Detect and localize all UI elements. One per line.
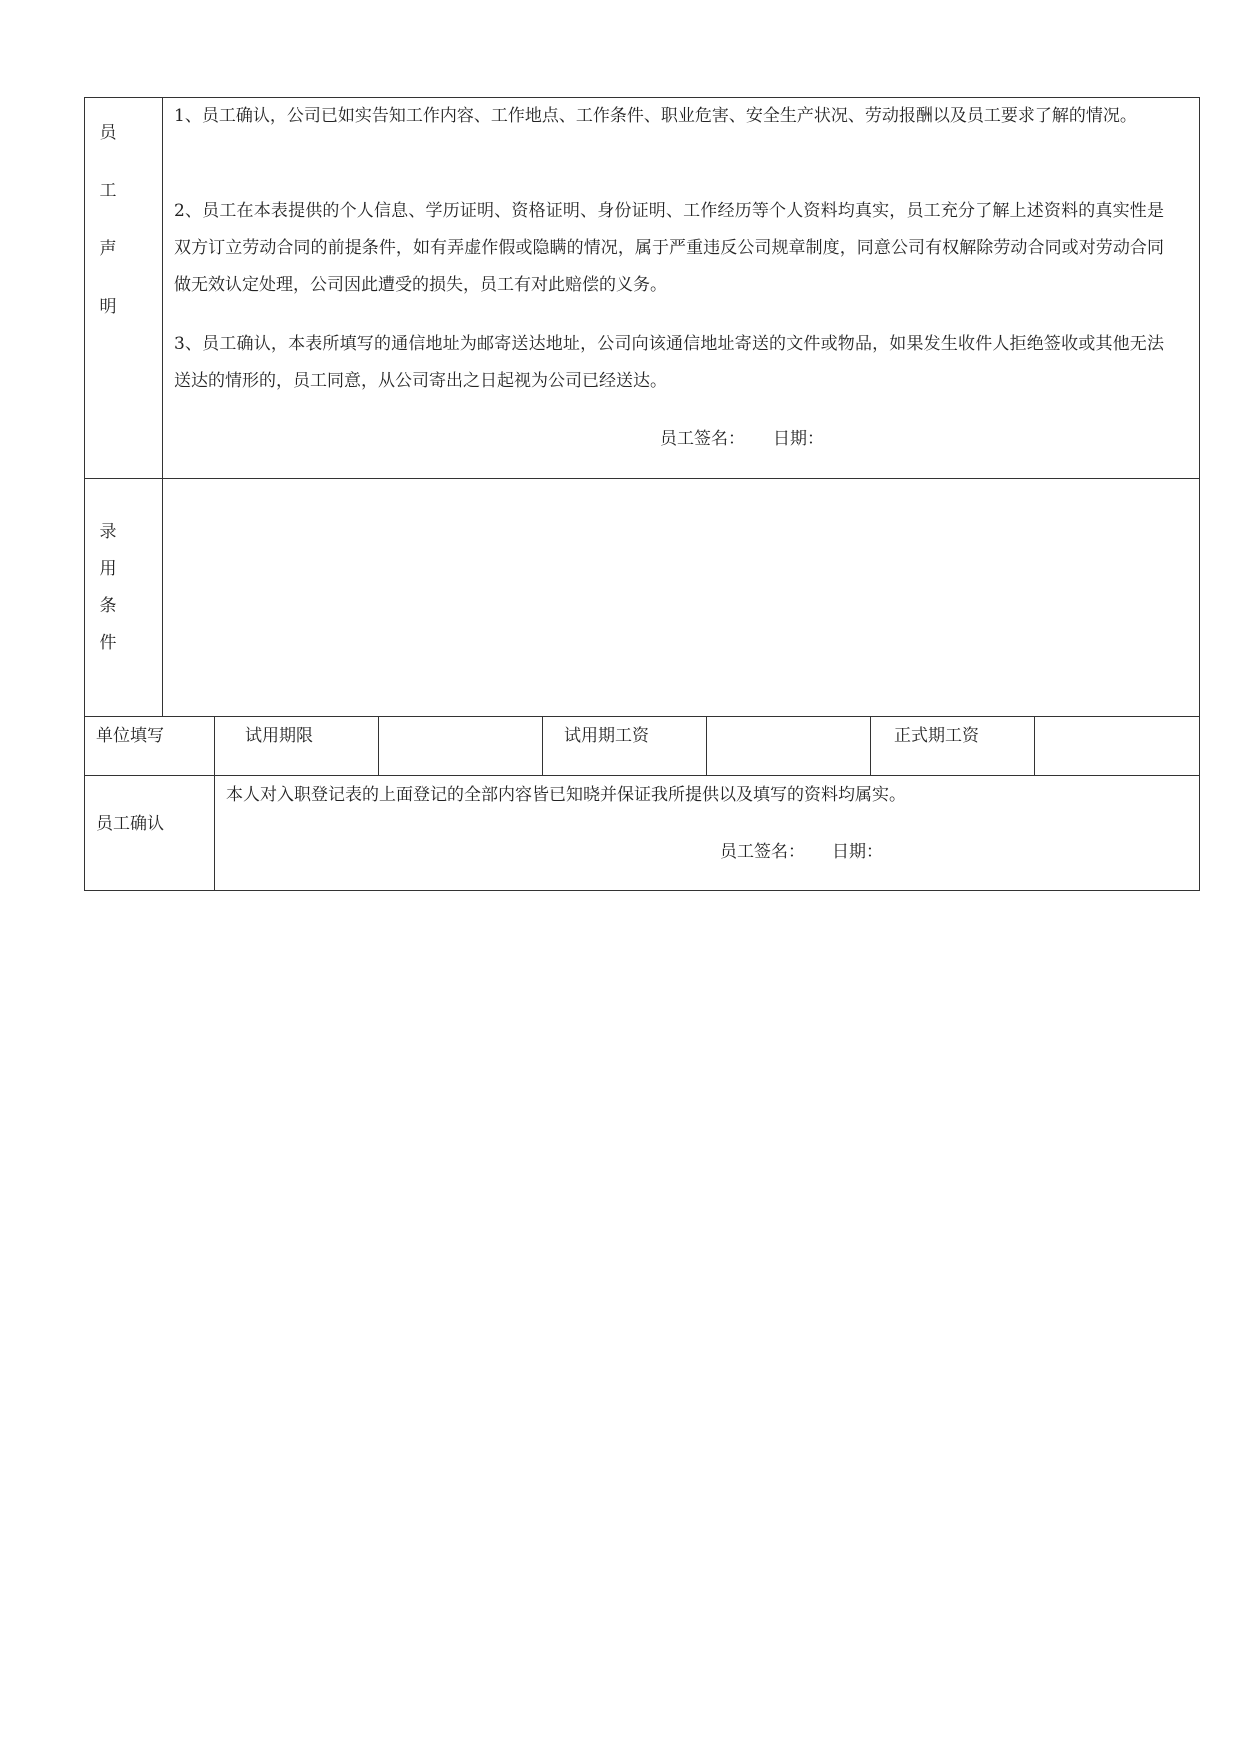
hiring-side-char: 件 — [99, 633, 117, 653]
table-divider-unit — [84, 775, 1200, 776]
hiring-side-char: 录 — [99, 522, 117, 542]
table-divider-hiring — [84, 716, 1200, 717]
confirmation-label: 员工确认 — [96, 814, 164, 834]
confirmation-date-label: 日期： — [832, 842, 883, 862]
probation-salary-label: 试用期工资 — [564, 726, 649, 746]
confirmation-signature-label: 员工签名： — [720, 842, 805, 862]
declaration-item-2: 2、员工在本表提供的个人信息、学历证明、资格证明、身份证明、工作经历等个人资料均真实，员工充分了解上述资料的真实性是双方订立劳动合同的前提条件，如有弄虚作假或隐瞒的情况，属于严重违反公司规章制度，同意公司有权解除劳动合同或对劳动合同做无效认定处理，公司因此遭受的损失，员工有对此赔偿的义务。 — [174, 201, 1164, 295]
declaration-side-char: 明 — [99, 297, 117, 317]
formal-salary-field[interactable] — [1035, 717, 1199, 775]
table-bottom-border — [84, 890, 1200, 891]
unit-label-divider — [214, 716, 215, 891]
declaration-side-char: 员 — [99, 123, 117, 143]
hiring-side-char: 条 — [99, 596, 117, 616]
hiring-side-char: 用 — [99, 559, 117, 579]
unit-col-divider-2 — [542, 716, 543, 775]
table-right-border — [1199, 97, 1200, 891]
unit-col-divider-4 — [870, 716, 871, 775]
declaration-date-label: 日期： — [773, 429, 824, 449]
probation-salary-field[interactable] — [707, 717, 870, 775]
probation-period-field[interactable] — [379, 717, 542, 775]
declaration-side-char: 工 — [99, 181, 117, 201]
declaration-signature-label: 员工签名： — [660, 429, 745, 449]
table-left-border — [84, 97, 85, 891]
declaration-item-1: 1、员工确认，公司已如实告知工作内容、工作地点、工作条件、职业危害、安全生产状况、劳动报酬以及员工要求了解的情况。 — [174, 106, 1137, 126]
declaration-side-char: 声 — [99, 239, 117, 259]
formal-salary-label: 正式期工资 — [894, 726, 979, 746]
hiring-conditions-field[interactable] — [163, 479, 1199, 716]
confirmation-statement: 本人对入职登记表的上面登记的全部内容皆已知晓并保证我所提供以及填写的资料均属实。 — [226, 785, 906, 805]
probation-period-label: 试用期限 — [245, 726, 313, 746]
declaration-item-3: 3、员工确认，本表所填写的通信地址为邮寄送达地址，公司向该通信地址寄送的文件或物品，如果发生收件人拒绝签收或其他无法送达的情形的，员工同意，从公司寄出之日起视为公司已经送达。 — [174, 334, 1164, 391]
unit-fill-label: 单位填写 — [96, 726, 164, 746]
